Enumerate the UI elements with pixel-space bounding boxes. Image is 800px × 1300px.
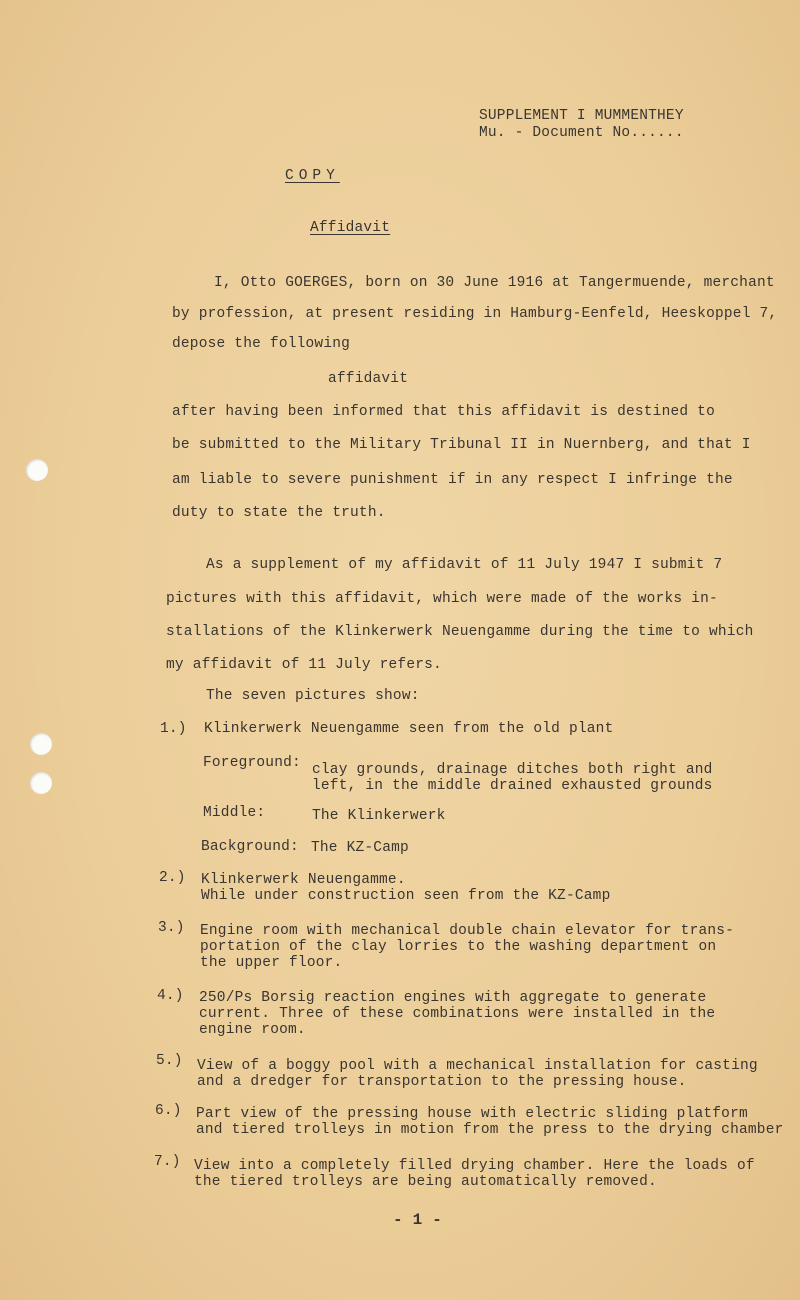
item-text: Klinkerwerk Neuengamme. <box>201 872 406 888</box>
detail-label: Foreground: <box>203 755 301 771</box>
item-text: Engine room with mechanical double chain elevator for trans- <box>200 923 735 939</box>
item-text: View of a boggy pool with a mechanical installation for casting <box>197 1058 758 1074</box>
item-text: Part view of the pressing house with electric sliding platform <box>196 1106 748 1122</box>
intro-line: I, Otto GOERGES, born on 30 June 1916 at Tangermuende, merchant <box>214 275 775 291</box>
supplement-line: my affidavit of 11 July refers. <box>166 657 442 673</box>
page-number: - 1 - <box>393 1211 443 1229</box>
pictures-intro: The seven pictures show: <box>206 688 420 704</box>
page-title: Affidavit <box>310 220 391 236</box>
item-number: 1.) <box>160 721 187 737</box>
detail-text: clay grounds, drainage ditches both right and <box>312 762 713 778</box>
detail-label: Background: <box>201 839 299 855</box>
supplement-header: SUPPLEMENT I MUMMENTHEY <box>479 108 684 124</box>
detail-label: Middle: <box>203 805 266 821</box>
oath-line: be submitted to the Military Tribunal II in Nuernberg, and that I <box>172 437 751 453</box>
item-text: and tiered trolleys in motion from the press to the drying chamber <box>196 1122 784 1138</box>
copy-label: COPY <box>285 168 340 184</box>
intro-line: by profession, at present residing in Hamburg-Eenfeld, Heeskoppel 7, <box>172 306 778 322</box>
affidavit-heading: affidavit <box>328 371 409 387</box>
item-number: 6.) <box>155 1103 182 1119</box>
item-text: the tiered trolleys are being automatically removed. <box>194 1174 657 1190</box>
item-number: 3.) <box>158 920 185 936</box>
punch-hole-middle <box>30 733 52 755</box>
item-text: 250/Ps Borsig reaction engines with aggregate to generate <box>199 990 707 1006</box>
item-text: Klinkerwerk Neuengamme seen from the old plant <box>204 721 614 737</box>
item-number: 5.) <box>156 1053 183 1069</box>
punch-hole-top <box>26 459 48 481</box>
detail-text: left, in the middle drained exhausted grounds <box>312 778 713 794</box>
punch-hole-bottom <box>30 772 52 794</box>
oath-line: am liable to severe punishment if in any respect I infringe the <box>172 472 733 488</box>
item-number: 4.) <box>157 988 184 1004</box>
oath-line: duty to state the truth. <box>172 505 386 521</box>
oath-line: after having been informed that this affidavit is destined to <box>172 404 715 420</box>
detail-text: The Klinkerwerk <box>312 808 446 824</box>
detail-text: The KZ-Camp <box>311 840 409 856</box>
item-text: portation of the clay lorries to the washing department on <box>200 939 717 955</box>
item-number: 7.) <box>154 1154 181 1170</box>
item-text: While under construction seen from the KZ-Camp <box>201 888 611 904</box>
supplement-line: stallations of the Klinkerwerk Neuengamme during the time to which <box>166 624 754 640</box>
intro-line: depose the following <box>172 336 351 352</box>
item-text: View into a completely filled drying chamber. Here the loads of <box>194 1158 755 1174</box>
item-number: 2.) <box>159 870 186 886</box>
supplement-line: As a supplement of my affidavit of 11 July 1947 I submit 7 <box>206 557 723 573</box>
supplement-line: pictures with this affidavit, which were made of the works in- <box>166 591 718 607</box>
item-text: and a dredger for transportation to the pressing house. <box>197 1074 687 1090</box>
document-number: Mu. - Document No...... <box>479 125 684 141</box>
item-text: the upper floor. <box>200 955 343 971</box>
item-text: current. Three of these combinations were installed in the <box>199 1006 716 1022</box>
item-text: engine room. <box>199 1022 306 1038</box>
